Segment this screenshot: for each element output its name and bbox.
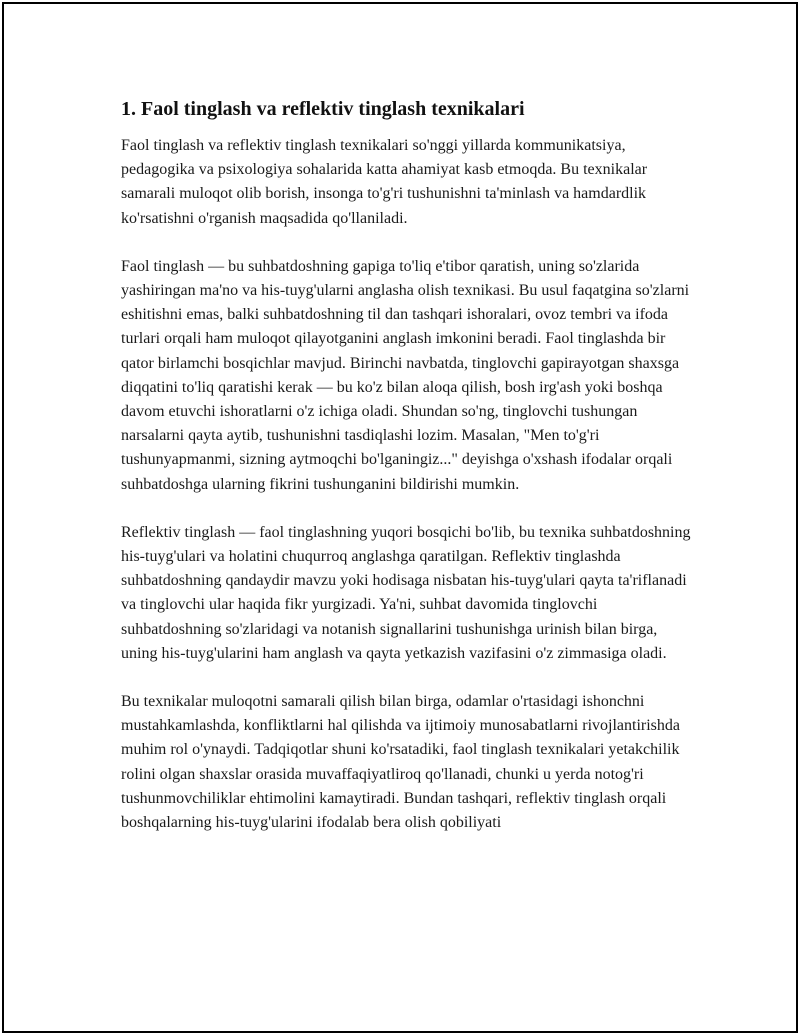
paragraph-reflective-listening: Reflektiv tinglash — faol tinglashning yuqori bosqichi bo'lib, bu texnika suhbatdoshning his-tuyg'ulari va holatini chuqurroq anglashga qaratilgan. Reflektiv tinglashda suhbatdoshning qandaydir mavzu yoki hodisaga nisbatan his-tuyg'ulari qayta ta'riflanadi va tinglovchi ular haqida fikr yurgizadi. Ya'ni, suhbat davomida tinglovchi suhbatdoshning so'zlaridagi va notanish signallarini tushunishga urinish bilan birga, uning his-tuyg'ularini ham anglash va qayta yetkazish vazifasini o'z zimmasiga oladi.	[121, 523, 691, 662]
paragraph-benefits: Bu texnikalar muloqotni samarali qilish bilan birga, odamlar o'rtasidagi ishonchni mustahkamlashda, konfliktlarni hal qilishda va ijtimoiy munosabatlarni rivojlantirishda muhim rol o'ynaydi. Tadqiqotlar shuni ko'rsatadiki, faol tinglash texnikalari yetakchilik rolini olgan shaxslar orasida muvaffaqiyatliroq qo'llanadi, chunki u yerda notog'ri tushunmovchiliklar ehtimolini kamaytiradi. Bundan tashqari, reflektiv tinglash orqali boshqalarning his-tuyg'ularini ifodalab bera olish qobiliyati	[121, 693, 681, 832]
document-page	[2, 2, 798, 1033]
document-body	[121, 96, 691, 859]
paragraph-active-listening: Faol tinglash — bu suhbatdoshning gapiga to'liq e'tibor qaratish, uning so'zlarida yashiringan ma'no va his-tuyg'ularni anglasha olish texnikasi. Bu usul faqatgina so'zlarni eshitishni emas, balki suhbatdoshning til dan tashqari ishoralari, ovoz tembri va ifoda turlari orqali ham muloqot qilayotganini anglash imkonini beradi. Faol tinglashda bir qator birlamchi bosqichlar mavjud. Birinchi navbatda, tinglovchi gapirayotgan shaxsga diqqatini to'liq qaratishi kerak — bu ko'z bilan aloqa qilish, bosh irg'ash yoki boshqa davom etuvchi ishoratlarni o'z ichiga oladi. Shundan so'ng, tinglovchi tushungan narsalarni qayta aytib, tushunishni tasdiqlashi lozim. Masalan, "Men to'g'ri tushunyapmanmi, sizning aytmoqchi bo'lganingiz..." deyishga o'xshash ifodalar orqali suhbatdoshga ularning fikrini tushunganini bildirishi mumkin.	[121, 257, 690, 493]
section-title: 1. Faol tinglash va reflektiv tinglash texnikalari	[121, 98, 525, 120]
paragraph-intro: Faol tinglash va reflektiv tinglash texnikalari so'nggi yillarda kommunikatsiya, pedagogika va psixologiya sohalarida katta ahamiyat kasb etmoqda. Bu texnikalar samarali muloqot olib borish, insonga to'g'ri tushunishni ta'minlash va hamdardlik ko'rsatishni o'rganish maqsadida qo'llaniladi.	[121, 137, 648, 227]
